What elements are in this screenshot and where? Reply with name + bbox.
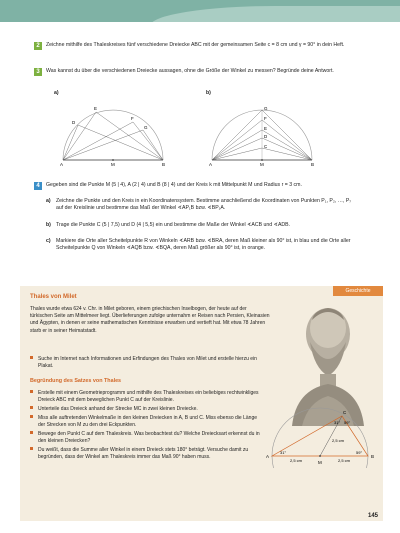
subtask-text-c: Markiere die Orte aller Scheitelpunkte R von Winkeln ∢ARB bzw. ∢BRA, deren Maß kleiner als 90° ist, in blau und die Orte aller Scheitelpunkte Q von Winkeln ∢AQB bzw. ∢BQA, deren Maß größer als 90° ist, in orange. [56,238,351,252]
point-label: G [264,106,268,111]
point-label: E [94,106,98,111]
distance-label: 2,5 cm [290,458,303,463]
point-label: A [266,454,270,459]
point-label: M [260,162,264,166]
page-number: 145 [367,513,378,519]
bullet-item: Miss alle auftretenden Winkelmaße in den kleinen Dreiecken in A, B und C. Miss ebenso die Länge der Strecken von M zu den drei Eckpunkten. [30,415,270,429]
subtask-label-b: b) [46,222,51,228]
task-3 [34,68,354,76]
thales-figure-a [58,100,168,166]
distance-label: 2,5 cm [338,458,351,463]
subtask-label-a: a) [54,90,59,96]
angle-label: 31° [280,450,287,455]
point-label: F [264,116,267,121]
task-4 [34,182,354,190]
point-label: C [264,144,268,149]
point-label: F [131,116,134,121]
point-label: E [264,126,268,131]
task-text: Gegeben sind die Punkte M (5 | 4), A (2 | 4) und B (8 | 4) und der Kreis k mit Mittelpunkt M und Radius r = 3 cm. [46,182,302,188]
bullet-item: Erstelle mit einem Geometrieprogramm und mithilfe des Thaleskreises ein beliebiges rechtwinkliges Dreieck ABC mit dem beweglichen Punkt C auf der Kreislinie. [30,390,270,404]
distance-label: 2,5 cm [332,438,345,443]
task-number: 4 [34,182,42,190]
task-number: 3 [34,68,42,76]
task-2 [34,42,354,50]
point-label: C [343,410,347,415]
point-label: A [209,162,213,166]
box-text: Thales wurde etwa 624 v. Chr. in Milet geboren, einem griechischen Inselbogen, der heute auf der türkischen Seite am Mittelmeer liegt. Überlieferungen zufolge unternahm er Reisen nach Persien, Kleinasien und Ägypten, in denen er seine mathematischen Kenntnisse erwarben und vertieft hat. Mit etwa 78 Jahren starb er in seiner Heimatstadt. [30,306,270,334]
angle-label: 59° [356,450,363,455]
task-text: Was kannst du über die verschiedenen Dreiecke aussagen, ohne die Größe der Winkel zu messen? Begründe deine Antwort. [46,68,334,74]
point-label: A [60,162,64,166]
task-text: Zeichne mithilfe des Thaleskreises fünf verschiedene Dreiecke ABC mit der gemeinsamen Seite c = 8 cm und γ = 90° in dein Heft. [46,42,345,48]
angle-label: 59° [344,420,351,425]
angle-label: 31° [334,420,341,425]
category-tag: Geschichte [333,286,383,296]
point-label: B [162,162,166,166]
top-band [0,0,400,22]
subtask-label-b: b) [206,90,211,96]
subtask-text-b: Trage die Punkte C (5 | 7,5) und D (4 | 5,5) ein und bestimme die Maße der Winkel ∢ACB und ∢ADB. [56,222,291,228]
point-label: M [111,162,115,166]
point-label: M [318,460,322,465]
thales-figure-b [206,100,318,166]
task-number: 2 [34,42,42,50]
point-label: D [72,120,76,125]
point-label: D [264,134,268,139]
bullet-item: Bewege den Punkt C auf dem Thaleskreis. Was beobachtest du? Welche Dreiecksart erkennst du in den kleinen Dreiecken? [30,431,270,445]
point-label: G [144,125,148,130]
point-label: B [311,162,315,166]
subtask-label-c: c) [46,238,51,244]
history-box [20,286,383,521]
point-label: B [371,454,375,459]
subtask-text-a: Zeichne die Punkte und den Kreis in ein Koordinatensystem. Bestimme anschließend die Koordinaten von Punkten P₁, P₂, …, P₇ auf der Kreislinie und bestimme das Maß der Winkel ∢AP₁B bzw. ∢BP₁A. [56,198,352,212]
box-subheading: Begründung des Satzes von Thales [30,378,122,384]
bullet-item: Du weißt, dass die Summe aller Winkel in einem Dreieck stets 180° beträgt. Versuche damit zu begründen, dass der Winkel am Thaleskreis immer das Maß 90° haben muss. [30,447,270,461]
subtask-label-a: a) [46,198,51,204]
thales-triangle-figure [264,402,380,468]
bullet-item: Unterteile das Dreieck anhand der Strecke MC in zwei kleinen Dreiecke. [30,406,270,413]
box-title: Thales von Milet [30,294,77,300]
bullet-item: Suche im Internet nach Informationen und Erfindungen des Thales von Milet und erstelle hierzu ein Plakat. [30,356,270,370]
